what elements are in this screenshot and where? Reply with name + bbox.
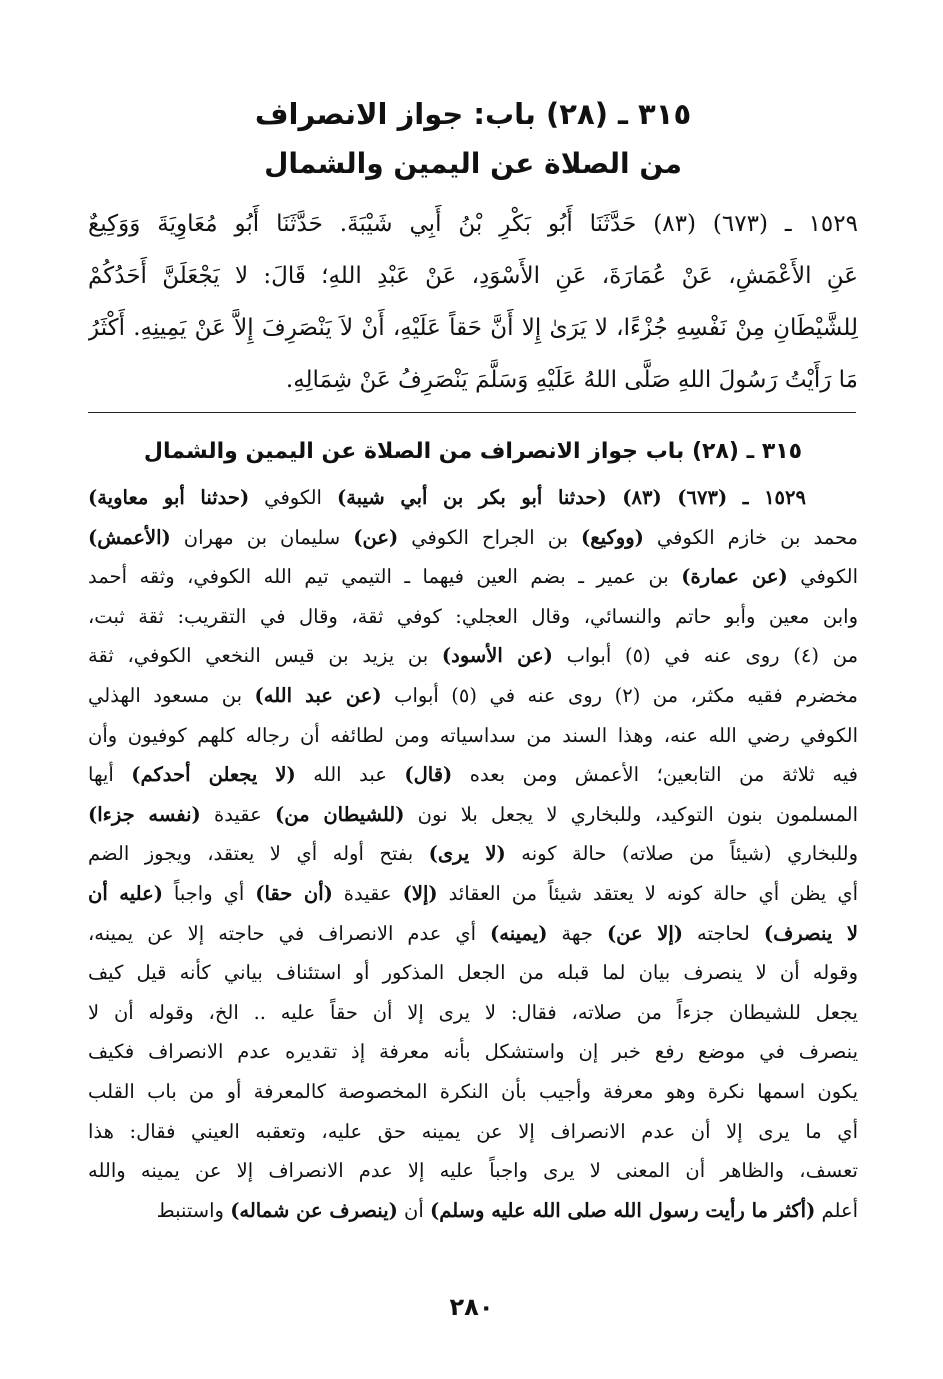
commentary-text xyxy=(88,478,858,1230)
commentary-run: بن يزيد بن قيس النخعي الكوفي، ثقة xyxy=(88,644,442,668)
bold-quote: (إلا) xyxy=(402,881,438,905)
bold-quote: (لا يجعلن أحدكم) xyxy=(131,763,296,787)
hadith-line: عَنِ الأَعْمَشِ، عَنْ عُمَارَةَ، عَنِ الأَسْوَدِ، عَنْ عَبْدِ اللهِ؛ قَالَ: لا يَجْعَلَنَّ أَحَدُكُمْ xyxy=(88,263,858,289)
commentary-run: أي ما يرى إلا أن عدم الانصراف إلا عن يمينه حق عليه، وتعقبه العيني فقال: هذا xyxy=(88,1119,858,1143)
commentary-line xyxy=(88,518,858,558)
commentary-run: يكون اسمها نكرة وهو معرفة وأجيب بأن النكرة المخصوصة كالمعرفة أو من باب القلب xyxy=(88,1079,858,1103)
commentary-run: أي يظن أي حالة كونه لا يعتقد شيئاً من العقائد xyxy=(437,881,858,905)
commentary-line xyxy=(88,914,858,954)
bold-quote: (ووكيع) xyxy=(581,525,644,549)
commentary-run: بن مسعود الهذلي xyxy=(88,683,255,707)
commentary-run: عقيدة xyxy=(200,802,276,826)
commentary-line xyxy=(88,795,858,835)
page-number: ٢٨٠ xyxy=(449,1293,494,1321)
commentary-line xyxy=(88,636,858,676)
commentary-run: مخضرم فقيه مكثر، من (٢) روى عنه في (٥) أبواب xyxy=(381,683,858,707)
commentary-line xyxy=(88,1112,858,1152)
commentary-run: ينصرف في موضع رفع خبر إن واستشكل بأنه معرفة إذ تقديره عدم الانصراف فكيف xyxy=(88,1040,858,1064)
section-divider xyxy=(88,412,856,413)
commentary-run: بن عمير ـ بضم العين فيهما ـ التيمي تيم الله الكوفي، وثقه أحمد xyxy=(88,565,682,589)
chapter-title-line-1: ٣١٥ ـ (٢٨) باب: جواز الانصراف xyxy=(254,97,692,131)
commentary-run: وابن معين وأبو حاتم والنسائي، وقال العجلي: كوفي ثقة، وقال في التقريب: ثقة ثبت، xyxy=(88,604,858,628)
commentary-run: جهة xyxy=(547,921,607,945)
commentary-line xyxy=(88,597,858,637)
bold-quote: (أكثر ما رأيت رسول الله صلى الله عليه وسلم) xyxy=(429,1198,816,1222)
commentary-run: الكوفي xyxy=(249,486,337,509)
commentary-line xyxy=(88,478,858,518)
bold-quote: (عن) xyxy=(353,525,399,549)
commentary-run: بفتح أوله أي لا يعتقد، ويجوز الضم xyxy=(88,842,429,866)
commentary-run: من (٤) روى عنه في (٥) أبواب xyxy=(552,644,858,668)
bold-quote: (عليه أن xyxy=(88,881,163,905)
commentary-title: ٣١٥ ـ (٢٨) باب جواز الانصراف من الصلاة عن اليمين والشمال xyxy=(143,439,803,464)
commentary-line xyxy=(88,557,858,597)
bold-quote: (عن عمارة) xyxy=(681,565,788,589)
commentary-run: عبد الله xyxy=(295,763,405,787)
commentary-line xyxy=(88,1151,858,1191)
commentary-line xyxy=(88,755,858,795)
commentary-line xyxy=(88,1191,858,1231)
commentary-run: الكوفي رضي الله عنه، وهذا السند من سداسياته ومن لطائفه أن رجاله كلهم كوفيون وأن xyxy=(88,723,858,747)
bold-quote: (للشيطان من) xyxy=(275,802,405,826)
commentary-run: فيه ثلاثة من التابعين؛ الأعمش ومن بعده xyxy=(452,763,858,787)
bold-quote: (يمينه) xyxy=(490,921,548,945)
commentary-run: أعلم xyxy=(815,1198,858,1222)
commentary-run: المسلمون بنون التوكيد، وللبخاري لا يجعل بلا نون xyxy=(404,802,858,826)
commentary-line xyxy=(88,1072,858,1112)
commentary-run: وللبخاري (شيئاً من صلاته) حالة كونه xyxy=(505,842,858,866)
commentary-line xyxy=(88,676,858,716)
commentary-run: لحاجته xyxy=(683,921,764,945)
commentary-run: سليمان بن مهران xyxy=(170,525,354,549)
bold-quote: (نفسه جزءا) xyxy=(88,802,201,826)
hadith-line: مَا رَأَيْتُ رَسُولَ اللهِ صَلَّى اللهُ عَلَيْهِ وَسَلَّمَ يَنْصَرِفُ عَنْ شِمَالِهِ. xyxy=(285,367,858,393)
commentary-line xyxy=(88,834,858,874)
commentary-run: يجعل للشيطان جزءاً من صلاته، فقال: لا يرى إلا أن حقاً عليه .. الخ، وقوله أن لا xyxy=(88,1000,858,1024)
bold-quote: (أن حقا) xyxy=(255,881,333,905)
commentary-run: أي عدم الانصراف في حاجته إلا عن يمينه، xyxy=(88,921,491,945)
hadith-text xyxy=(88,198,858,406)
bold-quote: (الأعمش) xyxy=(88,525,171,549)
commentary-line xyxy=(88,1032,858,1072)
commentary-run: عقيدة xyxy=(332,881,403,905)
commentary-line xyxy=(88,874,858,914)
bold-quote: (قال) xyxy=(404,763,453,787)
commentary-run: تعسف، والظاهر أن المعنى لا يرى واجباً عليه إلا عدم الانصراف إلا عن يمينه والله xyxy=(88,1159,858,1183)
commentary-run: الكوفي xyxy=(787,565,858,589)
bold-quote: (لا يرى) xyxy=(428,842,506,866)
commentary-line xyxy=(88,953,858,993)
commentary-run: بن الجراح الكوفي xyxy=(398,525,582,549)
hadith-line: لِلشَّيْطَانِ مِنْ نَفْسِهِ جُزْءًا، لا يَرَىٰ إِلا أَنَّ حَقاً عَلَيْهِ، أَنْ لاَ يَنْصَرِفَ إِلاَّ عَنْ يَمِينِهِ. أَكْثَرُ xyxy=(88,315,858,341)
commentary-run: أن xyxy=(397,1198,430,1222)
commentary-run: وقوله أن لا ينصرف بيان لما قبله من الجعل المذكور أو استئناف بياني كأنه قيل كيف xyxy=(88,961,858,985)
commentary-run: أيها xyxy=(88,763,132,787)
commentary-line xyxy=(88,716,858,756)
commentary-run: واستنبط xyxy=(156,1198,231,1222)
bold-quote: (إلا عن) xyxy=(606,921,683,945)
bold-quote: لا ينصرف) xyxy=(763,921,858,945)
bold-quote: (حدثنا أبو معاوية) xyxy=(88,486,250,509)
bold-quote: (عن عبد الله) xyxy=(254,683,382,707)
bold-quote: ١٥٢٩ ـ (٦٧٣) (٨٣) (حدثنا أبو بكر بن أبي شيبة) xyxy=(336,486,806,509)
commentary-run: محمد بن خازم الكوفي xyxy=(643,525,858,549)
commentary-line xyxy=(88,993,858,1033)
bold-quote: (ينصرف عن شماله) xyxy=(230,1198,398,1222)
commentary-run: أي واجباً xyxy=(162,881,256,905)
hadith-line: ١٥٢٩ ـ (٦٧٣) (٨٣) حَدَّثَنَا أَبُو بَكْرِ بْنُ أَبِي شَيْبَةَ. حَدَّثَنَا أَبُو مُعَاوِيَةَ وَوَكِيعٌ xyxy=(88,211,858,237)
chapter-title-line-2: من الصلاة عن اليمين والشمال xyxy=(264,147,682,180)
bold-quote: (عن الأسود) xyxy=(441,644,553,668)
